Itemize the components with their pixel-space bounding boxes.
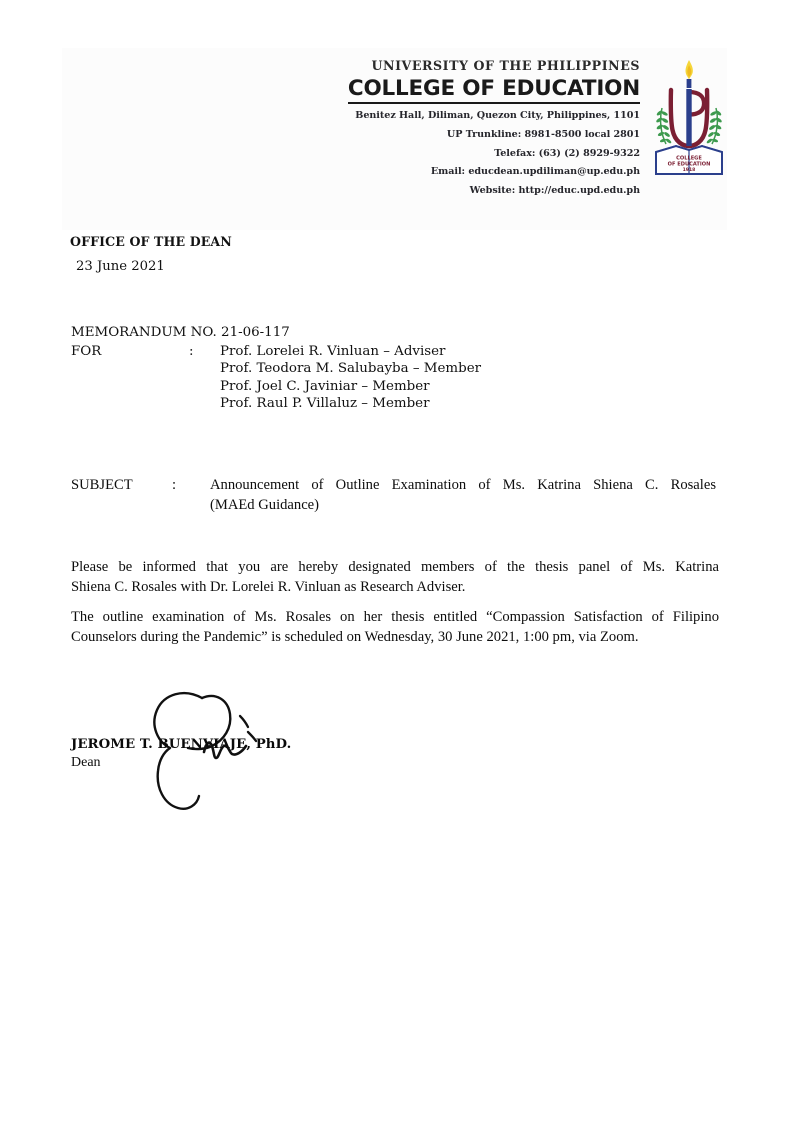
letterhead-text-block: [62, 58, 640, 198]
for-label-spacer: [71, 395, 189, 412]
paragraph-1-line-1: Please be informed that you are hereby designated members of the thesis panel of Ms. Katrina: [71, 559, 719, 575]
for-colon-spacer: [189, 378, 220, 395]
paragraph-1-line-2: Shiena C. Rosales with Dr. Lorelei R. Vinluan as Research Adviser.: [71, 578, 466, 595]
recipient-row: [71, 395, 691, 412]
letterhead-address: Benitez Hall, Diliman, Quezon City, Philippines, 1101: [355, 110, 640, 121]
letterhead: [62, 48, 727, 230]
recipient-name: Prof. Teodora M. Salubayba – Member: [220, 361, 482, 377]
subject-text: [210, 476, 716, 515]
recipients-block: [71, 343, 691, 412]
seal-book-line-3: 1918: [682, 168, 696, 173]
subject-line-1: Announcement of Outline Examination of Ms. Katrina Shiena C. Rosales: [210, 477, 716, 493]
for-colon: :: [189, 344, 194, 359]
signatory-title: Dean: [71, 755, 101, 770]
subject-label: SUBJECT: [71, 477, 133, 493]
subject-colon: :: [172, 477, 177, 493]
for-label: FOR: [71, 344, 102, 359]
document-date: 23 June 2021: [76, 259, 165, 274]
for-colon-spacer: [189, 395, 220, 412]
recipient-name: Prof. Joel C. Javiniar – Member: [220, 378, 430, 394]
college-name: COLLEGE OF EDUCATION: [348, 76, 640, 104]
letterhead-email: Email: educdean.updiliman@up.edu.ph: [430, 166, 640, 178]
letterhead-website: Website: http://educ.upd.edu.ph: [469, 185, 640, 197]
letterhead-telefax: Telefax: (63) (2) 8929-9322: [494, 147, 640, 159]
for-colon-spacer: [189, 360, 220, 377]
body-paragraph-2: [71, 608, 719, 647]
seal-book-line-1: COLLEGE: [676, 155, 702, 162]
up-college-of-education-seal-icon: [650, 56, 728, 181]
for-label-spacer: [71, 378, 189, 395]
for-label-spacer: [71, 360, 189, 377]
recipient-row: [71, 343, 691, 360]
office-of-the-dean-heading: OFFICE OF THE DEAN: [70, 234, 232, 249]
recipient-name: Prof. Raul P. Villaluz – Member: [220, 395, 430, 411]
letterhead-trunkline: UP Trunkline: 8981-8500 local 2801: [446, 128, 640, 140]
body-paragraph-1: [71, 558, 719, 597]
subject-block: [71, 476, 716, 515]
university-name: UNIVERSITY OF THE PHILIPPINES: [371, 58, 640, 73]
recipient-row: [71, 360, 691, 377]
memorandum-number: MEMORANDUM NO. 21-06-117: [71, 325, 290, 340]
signatory-name: JEROME T. BUENVIAJE, PhD.: [71, 737, 292, 752]
recipient-name: Prof. Lorelei R. Vinluan – Adviser: [220, 344, 446, 359]
seal-book-line-2: OF EDUCATION: [667, 161, 711, 168]
subject-line-2: (MAEd Guidance): [210, 496, 320, 513]
paragraph-2-line-1: The outline examination of Ms. Rosales on her thesis entitled “Compassion Satisfaction of Filipino: [71, 609, 719, 625]
college-name-wrapper: [62, 76, 640, 104]
recipient-row: [71, 378, 691, 395]
paragraph-2-line-2: Counselors during the Pandemic” is scheduled on Wednesday, 30 June 2021, 1:00 pm, via Zoom.: [71, 628, 639, 645]
